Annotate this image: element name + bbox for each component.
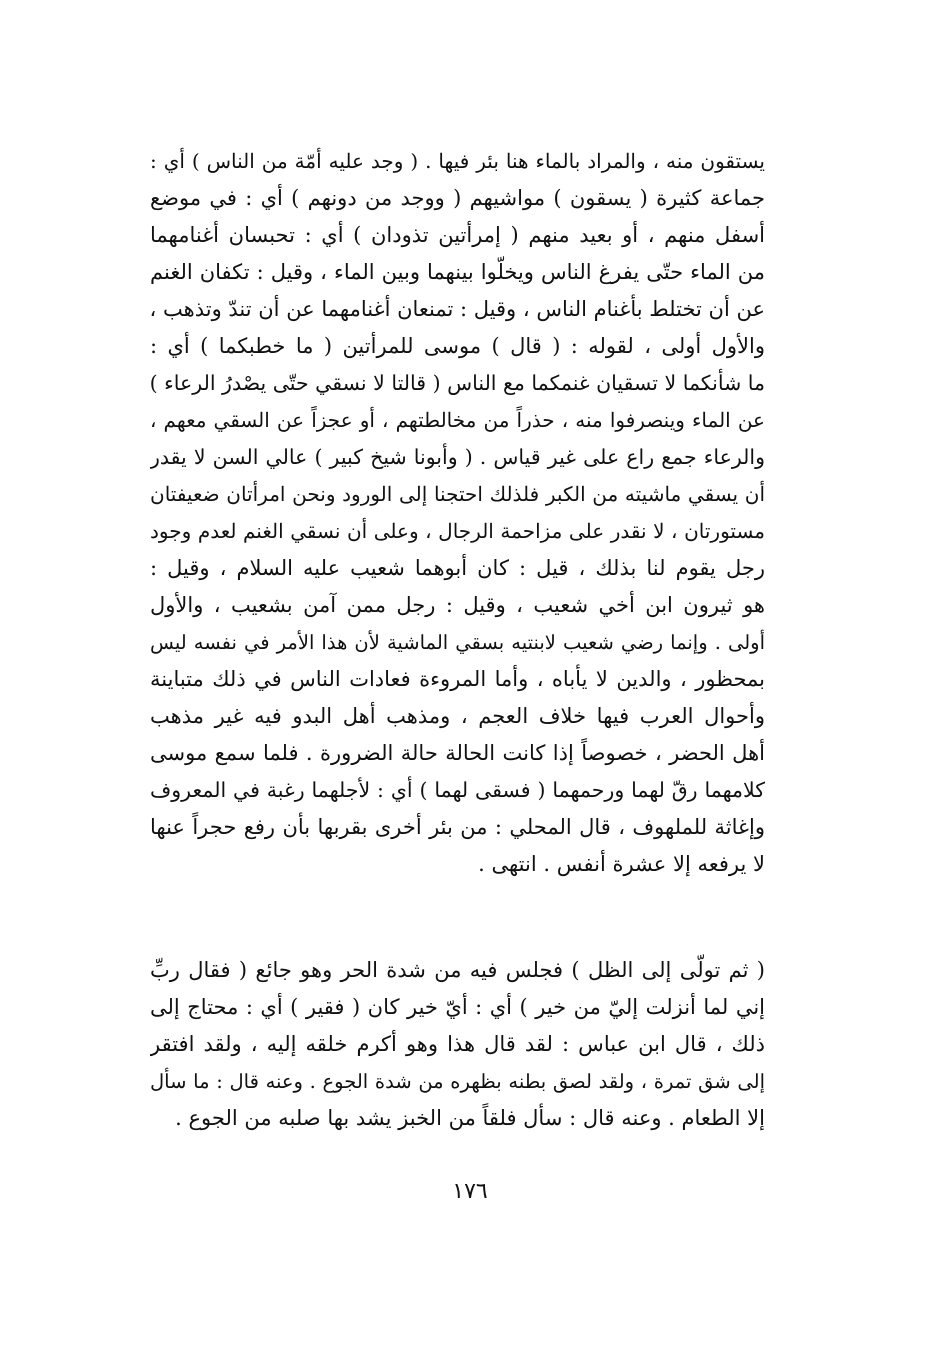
text-line: هو ثيرون ابن أخي شعيب ، وقيل : رجل ممن آمن بشعيب ، والأول	[150, 593, 765, 617]
text-line: عن أن تختلط بأغنام الناس ، وقيل : تمنعان أغنامهما عن أن تندّ وتذهب ،	[150, 297, 765, 321]
text-line: مستورتان ، لا نقدر على مزاحمة الرجال ، وعلى أن نسقي الغنم لعدم وجود	[150, 519, 765, 543]
text-line: من الماء حتّى يفرغ الناس ويخلّوا بينهما وبين الماء ، وقيل : تكفان الغنم	[150, 260, 765, 284]
text-line: ما شأنكما لا تسقيان غنمكما مع الناس ( قالتا لا نسقي حتّى يصْدرُ الرعاء )	[150, 371, 765, 395]
paragraph-2	[150, 952, 765, 1137]
text-line: أهل الحضر ، خصوصاً إذا كانت الحالة حالة الضرورة . فلما سمع موسى	[150, 741, 765, 765]
text-line: ( ثم تولّى إلى الظل ) فجلس فيه من شدة الحر وهو جائع ( فقال ربِّ	[150, 958, 765, 982]
text-line: كلامهما رقّ لهما ورحمهما ( فسقى لهما ) أي : لأجلهما رغبة في المعروف	[150, 778, 765, 802]
text-line: يستقون منه ، والمراد بالماء هنا بئر فيها . ( وجد عليه أمّة من الناس ) أي :	[150, 149, 765, 173]
text-line: لا يرفعه إلا عشرة أنفس . انتهى .	[478, 852, 765, 876]
text-line: أولى . وإنما رضي شعيب لابنتيه بسقي الماشية لأن هذا الأمر في نفسه ليس	[150, 631, 765, 654]
text-line: ذلك ، قال ابن عباس : لقد قال هذا وهو أكرم خلقه إليه ، ولقد افتقر	[150, 1032, 765, 1056]
text-line: والرعاء جمع راع على غير قياس . ( وأبونا شيخ كبير ) عالي السن لا يقدر	[150, 445, 765, 469]
text-line: رجل يقوم لنا بذلك ، قيل : كان أبوهما شعيب عليه السلام ، وقيل :	[150, 556, 765, 580]
text-line: وإغاثة للملهوف ، قال المحلي : من بئر أخرى بقربها بأن رفع حجراً عنها	[150, 815, 765, 839]
text-line: إلا الطعام . وعنه قال : سأل فلقاً من الخبز يشد بها صلبه من الجوع .	[175, 1106, 765, 1130]
text-line: إني لما أنزلت إليّ من خير ) أي : أيّ خير كان ( فقير ) أي : محتاج إلى	[150, 995, 765, 1019]
paragraph-1	[150, 143, 765, 883]
text-line: أسفل منهم ، أو بعيد منهم ( إمرأتين تذودان ) أي : تحبسان أغنامهما	[150, 223, 765, 247]
page-number: ١٧٦	[452, 1179, 488, 1204]
text-line: والأول أولى ، لقوله : ( قال ) موسى للمرأتين ( ما خطبكما ) أي :	[150, 334, 765, 358]
text-line: جماعة كثيرة ( يسقون ) مواشيهم ( ووجد من دونهم ) أي : في موضع	[150, 186, 765, 210]
text-line: عن الماء وينصرفوا منه ، حذراً من مخالطتهم ، أو عجزاً عن السقي معهم ،	[150, 408, 765, 432]
text-line: وأحوال العرب فيها خلاف العجم ، ومذهب أهل البدو فيه غير مذهب	[150, 704, 765, 728]
text-line: إلى شق تمرة ، ولقد لصق بطنه بظهره من شدة الجوع . وعنه قال : ما سأل	[150, 1070, 765, 1093]
text-line: بمحظور ، والدين لا يأباه ، وأما المروءة فعادات الناس في ذلك متباينة	[150, 667, 765, 691]
text-line: أن يسقي ماشيته من الكبر فلذلك احتجنا إلى الورود ونحن امرأتان ضعيفتان	[150, 482, 765, 506]
